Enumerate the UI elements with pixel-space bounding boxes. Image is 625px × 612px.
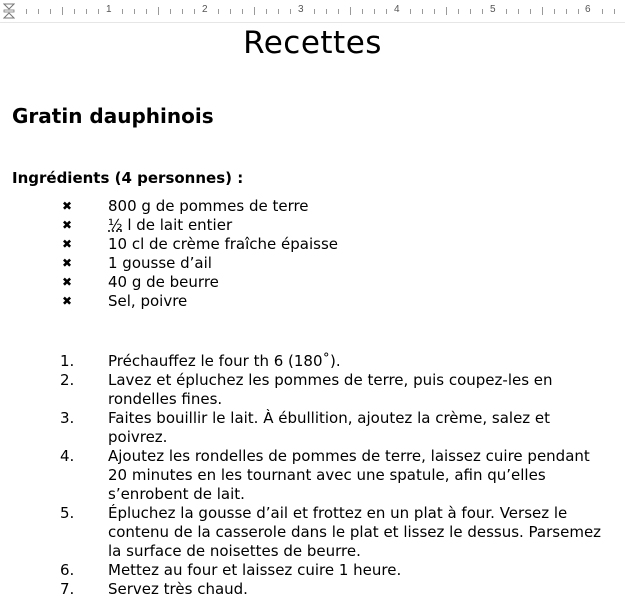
step-item [0, 409, 625, 447]
step-number: 2. [60, 371, 75, 389]
step-text: Mettez au four et laissez cuire 1 heure. [108, 561, 402, 579]
ruler-tick [470, 9, 471, 14]
ruler-tick [218, 9, 219, 14]
ruler-tick [134, 9, 135, 14]
recipe-heading: Gratin dauphinois [12, 104, 214, 128]
ruler-tick [194, 9, 195, 14]
ruler-tick [278, 9, 279, 14]
ruler-number: 6 [585, 4, 591, 15]
ruler-number: 4 [394, 4, 400, 15]
ruler-tick [26, 9, 27, 14]
ruler-tick [434, 9, 435, 14]
ruler-tick [326, 9, 327, 14]
ingredient-text: 1 gousse d’ail [108, 254, 212, 272]
ruler-tick [38, 9, 39, 14]
ruler-number: 2 [202, 4, 208, 15]
fraction-half: ½ [108, 216, 123, 234]
ruler-tick [146, 9, 147, 14]
ruler-tick [362, 9, 363, 14]
ruler-tick [506, 9, 507, 14]
ingredient-text: l de lait entier [122, 216, 233, 234]
cross-bullet-icon: ✖ [61, 218, 73, 232]
ingredient-text-wrap [108, 216, 232, 235]
ruler-tick [254, 7, 255, 15]
ruler-tick [602, 9, 603, 14]
ruler-tick [566, 9, 567, 14]
ruler-tick [182, 9, 183, 14]
cross-bullet-icon: ✖ [61, 199, 73, 213]
step-text: Ajoutez les rondelles de pommes de terre, laissez cuire pendant 20 minutes en les tournant avec une spatule, afin qu’elles s’enrobent de lait. [108, 447, 590, 503]
ruler-tick [554, 9, 555, 14]
ruler-number: 3 [298, 4, 304, 15]
ingredient-text: 10 cl de crème fraîche épaisse [108, 235, 339, 253]
step-text: Servez très chaud. [108, 580, 248, 598]
step-item [0, 504, 625, 561]
step-text: Préchauffez le four th 6 (180˚). [108, 352, 341, 370]
step-text: Faites bouillir le lait. À ébullition, ajoutez la crème, salez et poivrez. [108, 409, 551, 446]
ruler-tick [458, 9, 459, 14]
step-item [0, 371, 625, 409]
ruler-tick [122, 9, 123, 14]
step-number: 3. [60, 409, 75, 427]
ruler-tick [350, 7, 351, 15]
cross-bullet-icon: ✖ [61, 275, 73, 289]
step-text: Épluchez la gousse d’ail et frottez en un plat à four. Versez le contenu de la casserole dans le plat et lissez le dessus. Parsemez la surface de noisettes de beurre. [108, 504, 602, 560]
ruler-tick [62, 7, 63, 15]
step-number: 7. [60, 580, 75, 598]
ingredient-text: 40 g de beurre [108, 273, 219, 291]
ruler[interactable] [0, 0, 625, 23]
step-number: 6. [60, 561, 75, 579]
ruler-tick [422, 9, 423, 14]
step-text: Lavez et épluchez les pommes de terre, puis coupez-les en rondelles fines. [108, 371, 553, 408]
step-item [0, 352, 625, 371]
ruler-tick [410, 9, 411, 14]
ruler-tick [386, 9, 387, 14]
ruler-tick [374, 9, 375, 14]
ruler-tick [242, 9, 243, 14]
ruler-tick [482, 9, 483, 14]
ingredients-heading: Ingrédients (4 personnes) : [12, 169, 244, 187]
ruler-tick [230, 9, 231, 14]
indent-marker-icon[interactable] [3, 3, 15, 19]
ingredient-text: 800 g de pommes de terre [108, 197, 309, 215]
ruler-tick [614, 9, 615, 14]
ruler-tick [290, 9, 291, 14]
step-number: 1. [60, 352, 75, 370]
cross-bullet-icon: ✖ [61, 237, 73, 251]
cross-bullet-icon: ✖ [61, 256, 73, 270]
ruler-tick [86, 9, 87, 14]
ruler-tick [578, 9, 579, 14]
ruler-tick [530, 9, 531, 14]
ruler-tick [98, 9, 99, 14]
steps-list [0, 352, 625, 599]
step-item [0, 580, 625, 599]
ruler-tick [542, 7, 543, 15]
ruler-tick [50, 9, 51, 14]
ingredient-text: Sel, poivre [108, 292, 188, 310]
ruler-tick [338, 9, 339, 14]
ruler-number: 5 [490, 4, 496, 15]
ruler-tick [170, 9, 171, 14]
step-item [0, 447, 625, 504]
ruler-tick [158, 7, 159, 15]
ruler-tick [266, 9, 267, 14]
ruler-tick [314, 9, 315, 14]
step-number: 5. [60, 504, 75, 522]
step-item [0, 561, 625, 580]
ruler-number: 1 [106, 4, 112, 15]
step-number: 4. [60, 447, 75, 465]
ruler-tick [446, 7, 447, 15]
ruler-tick [518, 9, 519, 14]
cross-bullet-icon: ✖ [61, 294, 73, 308]
ruler-tick [74, 9, 75, 14]
page-title: Recettes [243, 25, 382, 61]
